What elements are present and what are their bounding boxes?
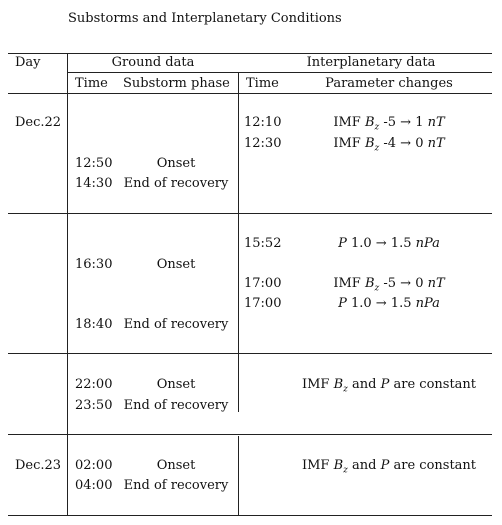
group-header-rule: [68, 72, 492, 73]
header-inter-time: Time: [246, 76, 279, 91]
day-cell: Dec.23: [15, 458, 62, 473]
ground-inter-rule: [238, 93, 239, 412]
ground-time: 23:50: [75, 398, 113, 413]
day-cell: Dec.22: [15, 115, 62, 130]
header-day: Day: [15, 55, 41, 70]
ground-time: 12:50: [75, 156, 113, 171]
header-substorm-phase: Substorm phase: [123, 76, 230, 91]
parameter-change: P 1.0 → 1.5 nPa: [338, 296, 440, 311]
substorm-phase: Onset: [156, 458, 196, 473]
substorm-phase: Onset: [156, 257, 196, 272]
parameter-change: P 1.0 → 1.5 nPa: [338, 236, 440, 251]
block-divider: [8, 353, 492, 354]
parameter-change: IMF $B_z$ -4 → 0 nT: [333, 136, 445, 154]
ground-time: 04:00: [75, 478, 113, 493]
bottom-rule: [8, 515, 492, 516]
header-ground-data: Ground data: [111, 55, 195, 70]
substorm-phase: End of recovery: [123, 176, 229, 191]
block-divider: [8, 213, 492, 214]
parameter-change: IMF $B_z$ -5 → 1 nT: [333, 115, 445, 133]
inter-time: 12:10: [244, 115, 282, 130]
ground-inter-rule: [238, 436, 239, 516]
parameter-change: IMF $B_z$ -5 → 0 nT: [333, 276, 445, 294]
ground-time: 16:30: [75, 257, 113, 272]
substorm-phase: End of recovery: [123, 478, 229, 493]
substorm-phase: Onset: [156, 377, 196, 392]
inter-time: 17:00: [244, 276, 282, 291]
parameter-change: IMF $B_z$ and P are constant: [301, 377, 477, 395]
inter-time: 17:00: [244, 296, 282, 311]
header-parameter-changes: Parameter changes: [325, 76, 453, 91]
header-interplanetary-data: Interplanetary data: [306, 55, 436, 70]
header-ground-time: Time: [75, 76, 108, 91]
inter-time: 12:30: [244, 136, 282, 151]
parameter-change: IMF $B_z$ and P are constant: [301, 458, 477, 476]
top-rule: [8, 53, 492, 54]
header-bottom-rule: [8, 93, 492, 94]
substorm-phase: End of recovery: [123, 317, 229, 332]
ground-time: 14:30: [75, 176, 113, 191]
inter-time: 15:52: [244, 236, 282, 251]
ground-time: 18:40: [75, 317, 113, 332]
substorm-phase: End of recovery: [123, 398, 229, 413]
day-column-rule: [67, 53, 68, 516]
ground-time: 02:00: [75, 458, 113, 473]
ground-time: 22:00: [75, 377, 113, 392]
ground-inter-rule: [238, 72, 239, 93]
substorm-phase: Onset: [156, 156, 196, 171]
table-title: Substorms and Interplanetary Conditions: [68, 11, 342, 26]
block-divider: [8, 434, 492, 435]
